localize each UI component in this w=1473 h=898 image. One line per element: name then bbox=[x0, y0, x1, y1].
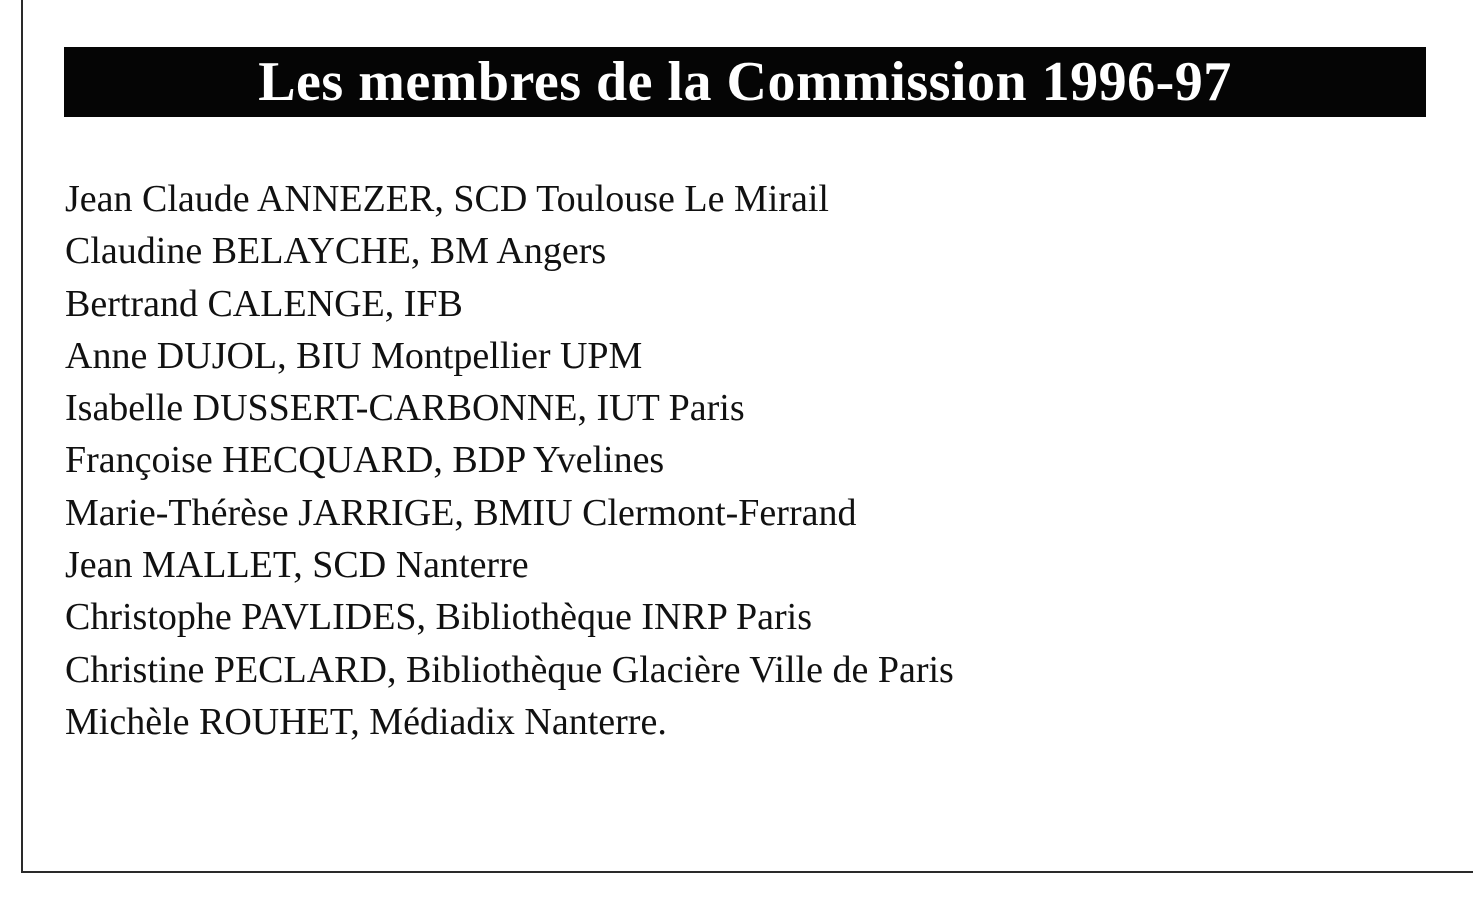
member-entry: Christine PECLARD, Bibliothèque Glacière Ville de Paris bbox=[65, 648, 954, 691]
member-entry: Michèle ROUHET, Médiadix Nanterre. bbox=[65, 700, 667, 743]
member-entry: Claudine BELAYCHE, BM Angers bbox=[65, 230, 607, 273]
member-entry: Bertrand CALENGE, IFB bbox=[65, 282, 463, 325]
members-list bbox=[65, 173, 1365, 748]
member-entry: Françoise HECQUARD, BDP Yvelines bbox=[65, 439, 665, 482]
member-entry: Isabelle DUSSERT-CARBONNE, IUT Paris bbox=[65, 387, 745, 430]
page-title: Les membres de la Commission 1996-97 bbox=[258, 51, 1232, 113]
member-entry: Anne DUJOL, BIU Montpellier UPM bbox=[65, 334, 643, 377]
member-entry: Christophe PAVLIDES, Bibliothèque INRP Paris bbox=[65, 596, 813, 639]
member-entry: Marie-Thérèse JARRIGE, BMIU Clermont-Ferrand bbox=[65, 491, 857, 534]
member-entry: Jean MALLET, SCD Nanterre bbox=[65, 544, 529, 587]
title-banner bbox=[64, 47, 1426, 117]
member-entry: Jean Claude ANNEZER, SCD Toulouse Le Mirail bbox=[65, 178, 829, 220]
